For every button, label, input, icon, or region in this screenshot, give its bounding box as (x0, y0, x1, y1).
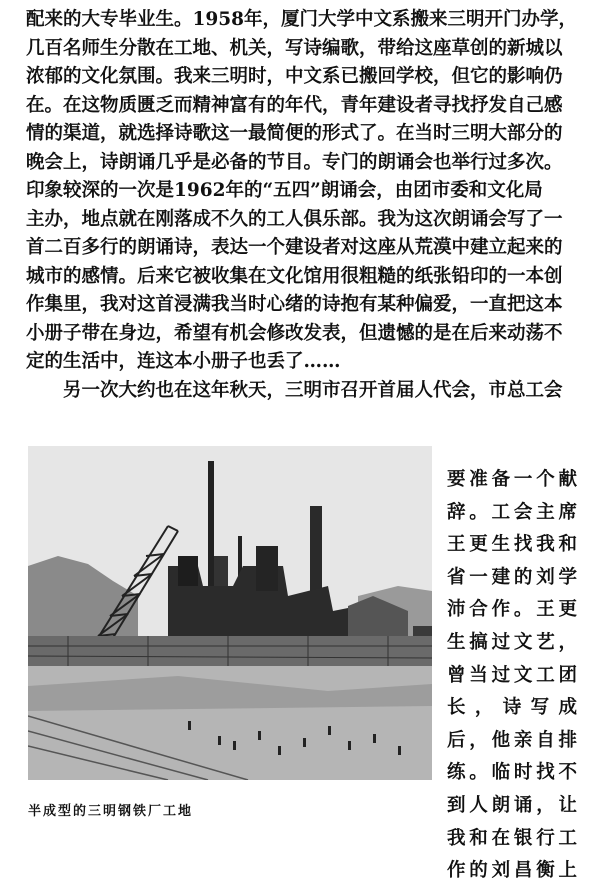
text-line: 作的刘昌衡上 (447, 860, 577, 882)
text-line: 辞。工会主席 (447, 501, 577, 523)
text-line: 浓郁的文化氛围。我来三明时，中文系已搬回学校，但它的影响仍 (26, 66, 563, 87)
text-line: 小册子带在身边，希望有机会修改发表，但遗憾的是在后来动荡不 (26, 322, 563, 344)
text-line: 后，他亲自排 (447, 729, 577, 751)
text-line: 要准备一个献 (447, 469, 577, 490)
text-line: 我和在银行工 (447, 827, 577, 849)
paragraph-1 (26, 6, 577, 377)
text-line: 长，诗写成 (447, 697, 577, 719)
text-line: 首二百多行的朗诵诗，表达一个建设者对这座从荒漠中建立起来的 (26, 237, 563, 258)
photo-furnace (256, 546, 278, 591)
text-line: 生搞过文艺， (447, 631, 577, 653)
photo-scaffold (28, 636, 432, 666)
wrapped-text-column (447, 464, 577, 888)
text-line: 定的生活中，连这本小册子也丢了…… (26, 351, 341, 372)
article-body (26, 6, 577, 405)
text-line: 几百名师生分散在工地、机关，写诗编歌，带给这座草创的新城以 (26, 37, 563, 59)
text-line: 配来的大专毕业生。1958年，厦门大学中文系搬来三明开门办学， (26, 9, 577, 30)
text-line: 主办，地点就在刚落成不久的工人俱乐部。我为这次朗诵会写了一 (26, 208, 563, 230)
text-line: 在。在这物质匮乏而精神富有的年代，青年建设者寻找抒发自己感 (26, 94, 563, 116)
text-line: 作集里，我对这首浸满我当时心绪的诗抱有某种偏爱，一直把这本 (26, 294, 563, 315)
text-line: 城市的感情。后来它被收集在文化馆用很粗糙的纸张铅印的一本创 (26, 265, 563, 287)
photo-furnace (178, 556, 198, 586)
text-line: 省一建的刘学 (447, 566, 577, 588)
text-line: 曾当过文工团 (447, 664, 577, 686)
text-line: 王更生找我和 (447, 534, 577, 556)
text-line: 到人朗诵，让 (447, 794, 577, 816)
paragraph-2 (26, 377, 574, 406)
text-line: 沛合作。王更 (447, 599, 577, 621)
text-line: 印象较深的一次是1962年的“五四”朗诵会，由团市委和文化局 (26, 180, 543, 201)
text-line: 另一次大约也在这年秋天，三明市召开首届人代会，市总工会 (63, 379, 563, 401)
text-line: 情的渠道，就选择诗歌这一最简便的形式了。在当时三明大部分的 (26, 123, 563, 144)
text-line: 晚会上，诗朗诵几乎是必备的节目。专门的朗诵会也举行过多次。 (26, 151, 563, 173)
steel-mill-photo (28, 446, 432, 780)
text-line: 练。临时找不 (447, 762, 577, 784)
photo-caption: 半成型的三明钢铁厂工地 (28, 804, 194, 819)
